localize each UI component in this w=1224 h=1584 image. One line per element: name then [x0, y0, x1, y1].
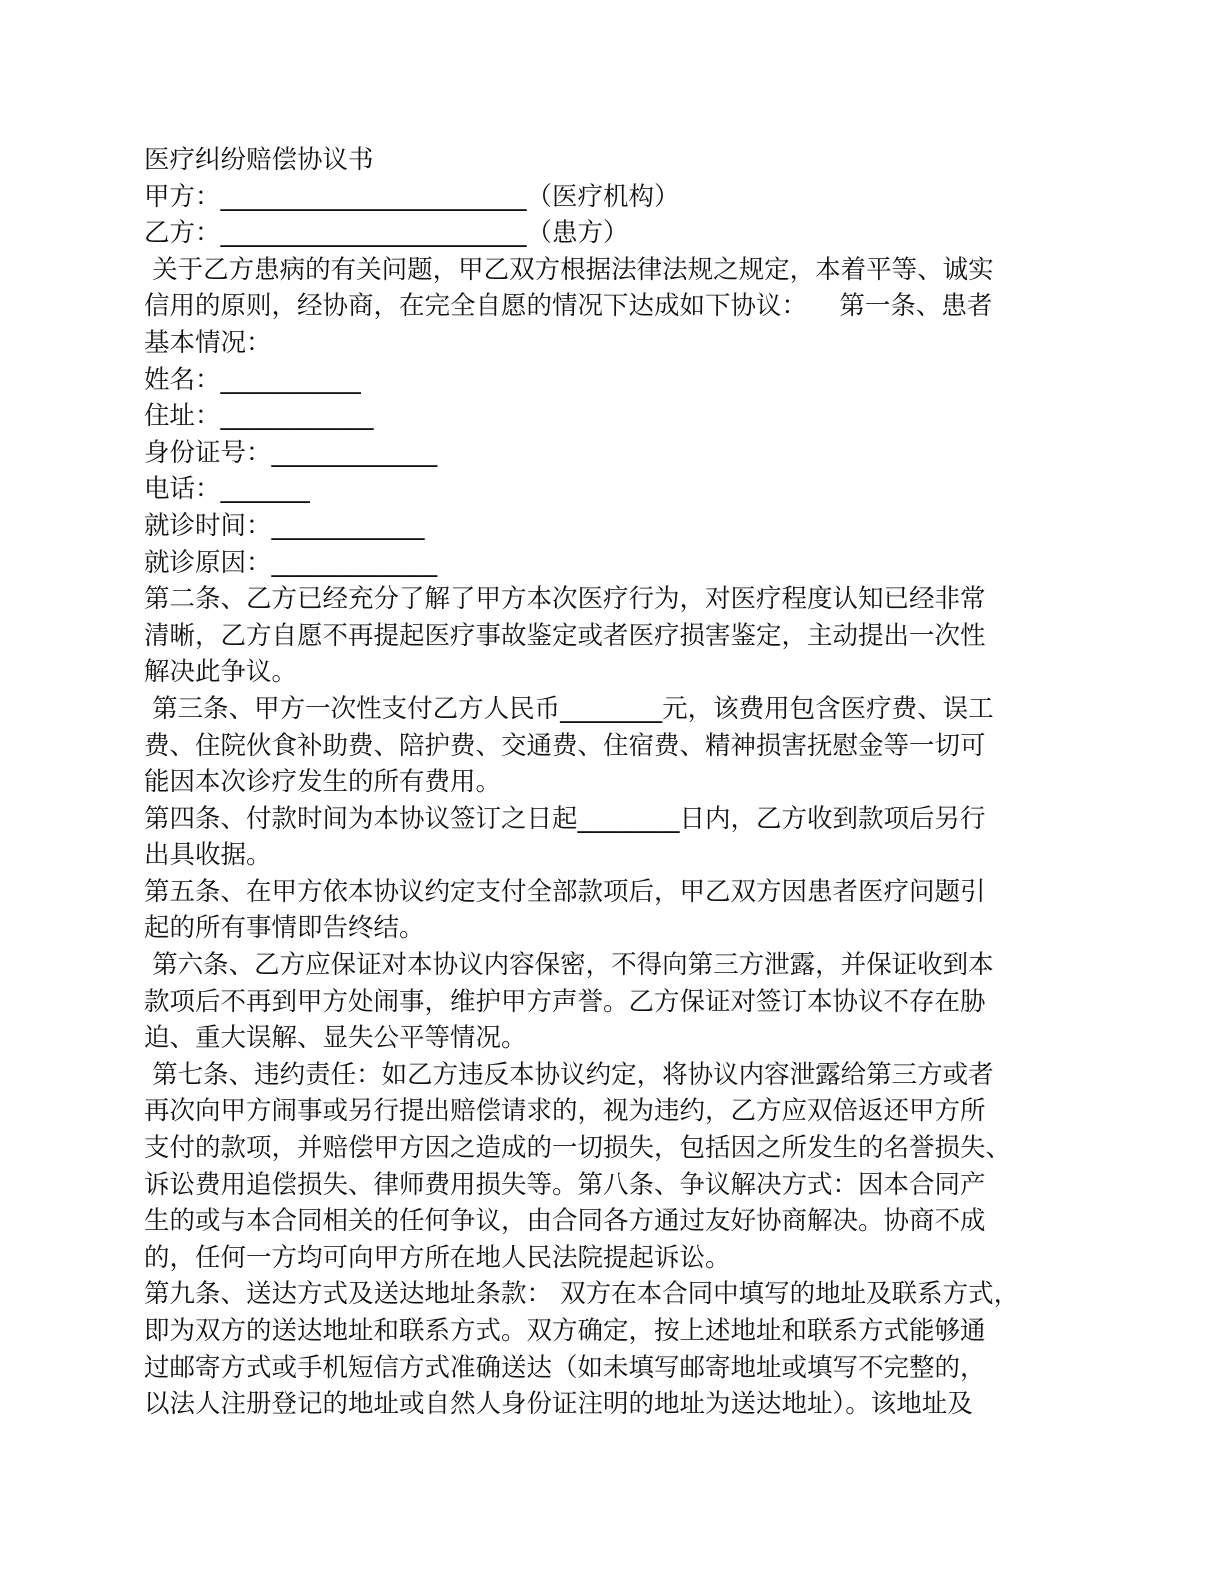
party-b-line: 乙方：________________________（患方） — [144, 218, 629, 249]
article-4-line: 出具收据。 — [144, 840, 272, 871]
document-title: 医疗纠纷赔偿协议书 — [144, 145, 374, 175]
article-6-line: 第六条、乙方应保证对本协议内容保密，不得向第三方泄露，并保证收到本 — [144, 950, 994, 981]
document-body — [144, 142, 1094, 1423]
preamble-line: 关于乙方患病的有关问题，甲乙双方根据法律法规之规定，本着平等、诚实 — [144, 254, 994, 285]
article-2-line: 解决此争议。 — [144, 657, 298, 688]
article-5-line: 第五条、在甲方依本协议约定支付全部款项后，甲乙双方因患者医疗问题引 — [144, 876, 986, 907]
article-7-line: 再次向甲方闹事或另行提出赔偿请求的，视为违约，乙方应双倍返还甲方所 — [144, 1096, 986, 1127]
article-2-line: 第二条、乙方已经充分了解了甲方本次医疗行为，对医疗程度认知已经非常 — [144, 584, 986, 615]
article-6-line: 款项后不再到甲方处闹事，维护甲方声誉。乙方保证对签订本协议不存在胁 — [144, 986, 986, 1017]
patient-phone-field: 电话：_______ — [144, 474, 310, 505]
patient-id-field: 身份证号：_____________ — [144, 437, 438, 468]
article-8-line: 生的或与本合同相关的任何争议，由合同各方通过友好协商解决。协商不成 — [144, 1206, 986, 1237]
article-2-line: 清晰，乙方自愿不再提起医疗事故鉴定或者医疗损害鉴定，主动提出一次性 — [144, 620, 986, 651]
article-3-line: 费、住院伙食补助费、陪护费、交通费、住宿费、精神损害抚慰金等一切可 — [144, 730, 986, 761]
party-a-line: 甲方：________________________（医疗机构） — [144, 181, 680, 212]
visit-reason-field: 就诊原因：_____________ — [144, 547, 438, 578]
article-7-line: 第七条、违约责任：如乙方违反本协议约定，将协议内容泄露给第三方或者 — [144, 1059, 994, 1090]
article-9-line: 过邮寄方式或手机短信方式准确送达（如未填写邮寄地址或填写不完整的， — [144, 1352, 986, 1383]
article-8-line: 的，任何一方均可向甲方所在地人民法院提起诉讼。 — [144, 1242, 731, 1273]
article-3-line: 第三条、甲方一次性支付乙方人民币________元，该费用包含医疗费、误工 — [144, 693, 994, 724]
article-5-line: 起的所有事情即告终结。 — [144, 913, 425, 944]
article-9-line: 以法人注册登记的地址或自然人身份证注明的地址为送达地址）。该地址及 — [144, 1389, 973, 1420]
article-7-line: 支付的款项，并赔偿甲方因之造成的一切损失，包括因之所发生的名誉损失、 — [144, 1133, 1012, 1164]
patient-name-field: 姓名：___________ — [144, 364, 361, 395]
article-9-line: 第九条、送达方式及送达地址条款： 双方在本合同中填写的地址及联系方式， — [144, 1279, 1020, 1310]
preamble-line: 基本情况： — [144, 327, 272, 358]
article-9-line: 即为双方的送达地址和联系方式。双方确定，按上述地址和联系方式能够通 — [144, 1316, 986, 1346]
preamble-line: 信用的原则，经协商，在完全自愿的情况下达成如下协议： 第一条、患者 — [144, 291, 993, 322]
article-8-line: 诉讼费用追偿损失、律师费用损失等。第八条、争议解决方式：因本合同产 — [144, 1169, 986, 1200]
article-4-line: 第四条、付款时间为本协议签订之日起________日内，乙方收到款项后另行 — [144, 803, 986, 834]
patient-address-field: 住址：____________ — [144, 401, 374, 432]
article-6-line: 迫、重大误解、显失公平等情况。 — [144, 1023, 527, 1054]
visit-time-field: 就诊时间：____________ — [144, 510, 425, 541]
article-3-line: 能因本次诊疗发生的所有费用。 — [144, 767, 502, 798]
